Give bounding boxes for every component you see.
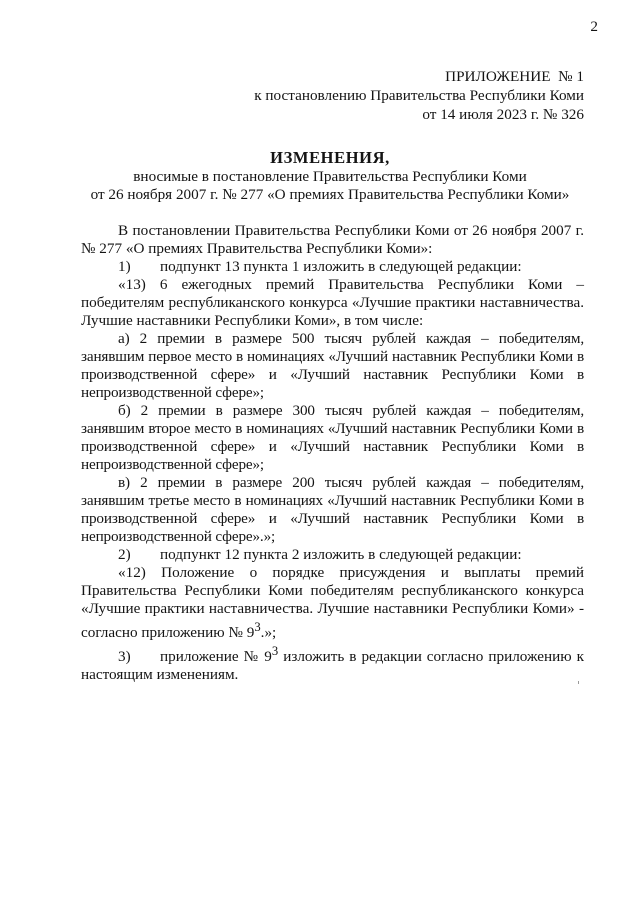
document-subtitle-line2: от 26 ноября 2007 г. № 277 «О премиях Правительства Республики Коми» — [90, 186, 570, 203]
subitem-13-paragraph: «13) 6 ежегодных премий Правительства Республики Коми – победителям республиканского конкурса «Лучшие практики наставничества. Лучшие наставники Республики Коми», в том числе: — [81, 276, 584, 329]
document-body — [81, 222, 584, 684]
page-number: 2 — [590, 18, 598, 35]
subitem-12-end: .»; — [260, 624, 277, 642]
item-3-superscript: 3 — [271, 644, 279, 659]
subitem-12-paragraph — [81, 564, 584, 642]
item-1-paragraph — [81, 258, 584, 276]
item-3-number: 3) — [118, 648, 131, 666]
subitem-b-paragraph: б) 2 премии в размере 300 тысяч рублей каждая – победителям, занявшим второе место в номинациях «Лучший наставник Республики Коми в производственной сфере» и «Лучший наставник Республики Коми в непроизводственной сфере»; — [81, 402, 584, 473]
intro-paragraph: В постановлении Правительства Республики Коми от 26 ноября 2007 г. № 277 «О премиях Правительства Республики Коми»: — [81, 222, 584, 257]
scan-margin-mark — [578, 681, 579, 684]
item-1-text: подпункт 13 пункта 1 изложить в следующей редакции: — [160, 258, 522, 275]
appendix-header — [254, 67, 584, 124]
appendix-reference: к постановлению Правительства Республики Коми — [254, 87, 584, 104]
title-block — [80, 148, 580, 204]
subitem-12-text: «12) Положение о порядке присуждения и выплаты премий Правительства Республики Коми победителям республиканского конкурса «Лучшие практики наставничества. Лучшие наставники Республики Коми» - согласно приложению № 9 — [81, 564, 584, 642]
appendix-number: ПРИЛОЖЕНИЕ № 1 — [445, 68, 584, 85]
appendix-date: от 14 июля 2023 г. № 326 — [422, 106, 584, 123]
document-title: ИЗМЕНЕНИЯ, — [270, 148, 390, 167]
subitem-12-superscript: 3 — [254, 620, 261, 634]
item-3-text-end: изложить в редакции согласно приложению к настоящим изменениям. — [81, 648, 584, 684]
document-subtitle-line1: вносимые в постановление Правительства Республики Коми — [133, 168, 527, 185]
subitem-a-paragraph: а) 2 премии в размере 500 тысяч рублей каждая – победителям, занявшим первое место в номинациях «Лучший наставник Республики Коми в производственной сфере» и «Лучший наставник Республики Коми в непроизводственной сфере»; — [81, 330, 584, 401]
item-2-paragraph — [81, 546, 584, 564]
item-3-paragraph — [81, 642, 584, 684]
item-3-text-start: приложение № 9 — [160, 648, 272, 666]
item-1-number: 1) — [118, 258, 131, 275]
item-2-text: подпункт 12 пункта 2 изложить в следующей редакции: — [160, 546, 522, 563]
subitem-v-paragraph: в) 2 премии в размере 200 тысяч рублей каждая – победителям, занявшим третье место в номинациях «Лучший наставник Республики Коми в производственной сфере» и «Лучший наставник Республики Коми в непроизводственной сфере».»; — [81, 474, 584, 545]
item-2-number: 2) — [118, 546, 131, 563]
